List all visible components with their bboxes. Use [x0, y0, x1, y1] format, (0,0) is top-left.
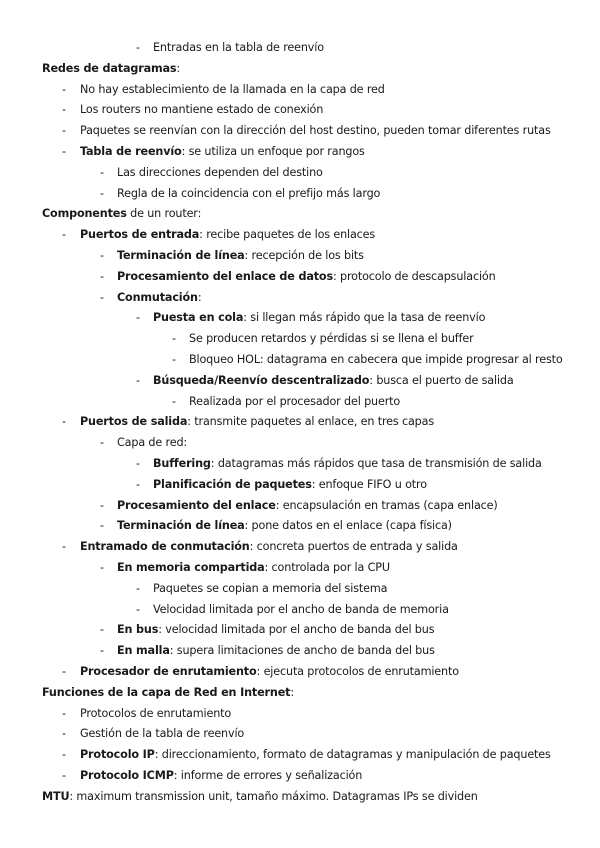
item-text [153, 600, 449, 621]
item-term: Procesamiento del enlace de datos [117, 269, 333, 283]
item-text [189, 350, 563, 371]
item-description: Bloqueo HOL: datagrama en cabecera que impide progresar al resto [189, 352, 563, 366]
section-heading [0, 787, 600, 808]
item-term: Entramado de conmutación [80, 540, 250, 554]
item-description: Las direcciones dependen del destino [117, 165, 323, 179]
item-description: de un router: [126, 207, 202, 221]
list-item [0, 100, 600, 121]
item-text [117, 433, 187, 454]
item-description: : si llegan más rápido que la tasa de reenvío [243, 311, 486, 325]
bullet-dash: - [100, 186, 104, 200]
list-item [0, 745, 600, 766]
document-body [0, 38, 600, 807]
item-description: : supera limitaciones de ancho de banda del bus [169, 644, 435, 658]
item-description: : pone datos en el enlace (capa física) [244, 519, 452, 533]
list-item [0, 412, 600, 433]
item-description: : enfoque FIFO u otro [311, 477, 427, 491]
item-term: Búsqueda/Reenvío descentralizado [153, 373, 370, 387]
section-heading [0, 59, 600, 80]
item-text [153, 579, 387, 600]
item-description: Realizada por el procesador del puerto [189, 394, 401, 408]
item-term: Terminación de línea [117, 519, 245, 533]
item-description: : recibe paquetes de los enlaces [199, 228, 376, 242]
item-description: : datagramas más rápidos que tasa de transmisión de salida [210, 456, 542, 470]
bullet-dash: - [136, 311, 140, 325]
item-text [80, 662, 459, 683]
item-description: : busca el puerto de salida [369, 373, 514, 387]
list-item [0, 163, 600, 184]
bullet-dash: - [172, 352, 176, 366]
item-description: : informe de errores y señalización [173, 768, 363, 782]
list-item [0, 433, 600, 454]
item-description: Los routers no mantiene estado de conexión [80, 103, 324, 117]
item-text [117, 163, 323, 184]
item-description: : [197, 290, 202, 304]
item-text [117, 184, 380, 205]
item-term: Protocolo IP [80, 748, 155, 762]
bullet-dash: - [100, 644, 104, 658]
list-item [0, 308, 600, 329]
bullet-dash: - [62, 124, 66, 138]
item-description: Entradas en la tabla de reenvío [153, 41, 324, 54]
item-description: Velocidad limitada por el ancho de banda de memoria [153, 602, 449, 616]
item-text [117, 246, 364, 267]
list-item [0, 537, 600, 558]
item-text [117, 516, 452, 537]
item-description: : transmite paquetes al enlace, en tres capas [187, 415, 435, 429]
item-term: En malla [117, 644, 170, 658]
bullet-dash: - [62, 727, 66, 741]
bullet-dash: - [62, 664, 66, 678]
item-text [80, 704, 231, 725]
item-term: Procesador de enrutamiento [80, 664, 257, 678]
list-item [0, 766, 600, 787]
item-text [80, 724, 244, 745]
bullet-dash: - [100, 269, 104, 283]
item-text [117, 496, 498, 517]
item-text [80, 142, 365, 163]
item-description: No hay establecimiento de la llamada en la capa de red [80, 82, 385, 96]
item-description: Protocolos de enrutamiento [80, 706, 232, 720]
list-item [0, 225, 600, 246]
bullet-dash: - [136, 373, 140, 387]
item-description: Gestión de la tabla de reenvío [80, 727, 245, 741]
list-item [0, 704, 600, 725]
bullet-dash: - [100, 165, 104, 179]
item-term: Procesamiento del enlace [117, 498, 276, 512]
list-item [0, 246, 600, 267]
item-term: Puesta en cola [153, 311, 244, 325]
bullet-dash: - [62, 748, 66, 762]
item-description: : protocolo de descapsulación [332, 269, 496, 283]
item-description: : recepción de los bits [244, 248, 364, 262]
list-item [0, 267, 600, 288]
item-text [80, 412, 434, 433]
list-item [0, 662, 600, 683]
item-text [153, 454, 542, 475]
item-term: Protocolo ICMP [80, 768, 174, 782]
bullet-dash: - [100, 560, 104, 574]
item-term: Puertos de entrada [80, 228, 200, 242]
list-item [0, 184, 600, 205]
item-description: : concreta puertos de entrada y salida [249, 540, 458, 554]
item-text [189, 329, 474, 350]
item-description: : [176, 61, 181, 75]
item-term: En bus [117, 623, 159, 637]
list-item [0, 121, 600, 142]
item-term: Tabla de reenvío [80, 144, 182, 158]
bullet-dash: - [62, 540, 66, 554]
item-description: : controlada por la CPU [264, 560, 390, 574]
bullet-dash: - [100, 436, 104, 450]
bullet-dash: - [136, 456, 140, 470]
item-description: Paquetes se reenvían con la dirección del host destino, pueden tomar diferentes rutas [80, 124, 551, 138]
bullet-dash: - [172, 332, 176, 346]
item-text [42, 787, 478, 808]
item-description: : ejecuta protocolos de enrutamiento [256, 664, 459, 678]
item-term: Planificación de paquetes [153, 477, 312, 491]
item-text [117, 288, 201, 309]
bullet-dash: - [172, 394, 176, 408]
item-term: En memoria compartida [117, 560, 265, 574]
list-item [0, 38, 600, 59]
bullet-dash: - [136, 477, 140, 491]
item-text [80, 766, 362, 787]
item-text [80, 537, 458, 558]
list-item [0, 392, 600, 413]
item-text [80, 80, 385, 101]
item-text [42, 59, 180, 80]
list-item [0, 329, 600, 350]
bullet-dash: - [62, 144, 66, 158]
list-item [0, 475, 600, 496]
list-item [0, 600, 600, 621]
item-text [189, 392, 400, 413]
list-item [0, 454, 600, 475]
item-text [80, 121, 551, 142]
item-text [117, 267, 496, 288]
bullet-dash: - [62, 228, 66, 242]
list-item [0, 288, 600, 309]
item-text [117, 641, 435, 662]
list-item [0, 350, 600, 371]
bullet-dash: - [62, 82, 66, 96]
section-heading [0, 683, 600, 704]
bullet-dash: - [62, 768, 66, 782]
item-term: Terminación de línea [117, 248, 245, 262]
list-item [0, 80, 600, 101]
item-term: Puertos de salida [80, 415, 188, 429]
item-description: Capa de red: [117, 436, 188, 450]
item-text [80, 225, 375, 246]
item-term: Componentes [42, 207, 127, 221]
list-item [0, 579, 600, 600]
item-text [117, 620, 434, 641]
item-description: : se utiliza un enfoque por rangos [181, 144, 365, 158]
item-term: Conmutación [117, 290, 198, 304]
item-description: : [290, 685, 294, 699]
bullet-dash: - [100, 623, 104, 637]
bullet-dash: - [136, 581, 140, 595]
item-term: Buffering [153, 456, 211, 470]
bullet-dash: - [100, 290, 104, 304]
item-term: MTU [42, 789, 70, 803]
list-item [0, 641, 600, 662]
item-text [153, 475, 427, 496]
bullet-dash: - [62, 103, 66, 117]
item-text [80, 100, 323, 121]
section-heading [0, 204, 600, 225]
item-text [117, 558, 390, 579]
item-term: Redes de datagramas [42, 61, 177, 75]
bullet-dash: - [100, 498, 104, 512]
item-text [42, 683, 294, 704]
item-description: : encapsulación en tramas (capa enlace) [275, 498, 498, 512]
bullet-dash: - [62, 706, 66, 720]
item-text [153, 38, 324, 59]
bullet-dash: - [100, 519, 104, 533]
list-item [0, 516, 600, 537]
item-description: Se producen retardos y pérdidas si se llena el buffer [189, 332, 474, 346]
list-item [0, 371, 600, 392]
item-term: Funciones de la capa de Red en Internet [42, 685, 291, 699]
item-text [153, 371, 514, 392]
bullet-dash: - [62, 415, 66, 429]
item-text [42, 204, 201, 225]
item-description: Paquetes se copian a memoria del sistema [153, 581, 388, 595]
list-item [0, 142, 600, 163]
bullet-dash: - [100, 248, 104, 262]
list-item [0, 558, 600, 579]
item-text [153, 308, 485, 329]
list-item [0, 724, 600, 745]
item-description: Regla de la coincidencia con el prefijo más largo [117, 186, 381, 200]
list-item [0, 620, 600, 641]
item-description: : direccionamiento, formato de datagramas y manipulación de paquetes [154, 748, 551, 762]
bullet-dash: - [136, 41, 140, 54]
item-text [80, 745, 551, 766]
item-description: : maximum transmission unit, tamaño máximo. Datagramas IPs se dividen [69, 789, 478, 803]
item-description: : velocidad limitada por el ancho de banda del bus [158, 623, 435, 637]
list-item [0, 496, 600, 517]
bullet-dash: - [136, 602, 140, 616]
